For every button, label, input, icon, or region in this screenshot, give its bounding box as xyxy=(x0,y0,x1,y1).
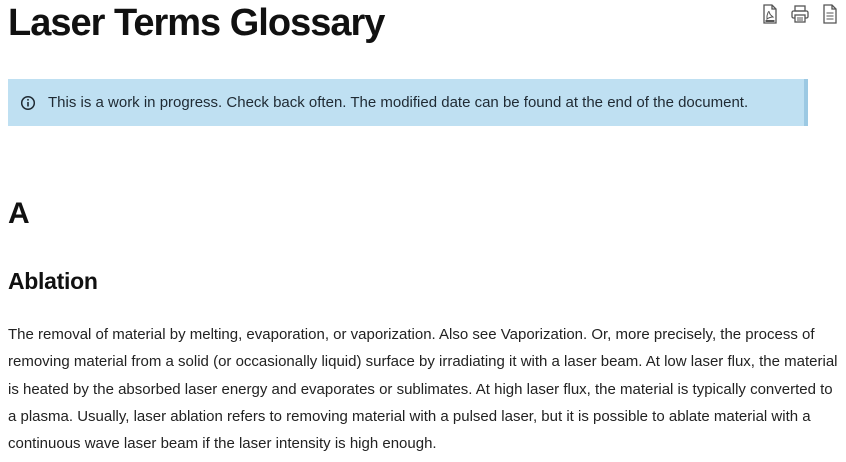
section-letter-heading: A xyxy=(8,197,30,230)
info-icon xyxy=(20,95,36,111)
term-heading: Ablation xyxy=(8,268,98,294)
notice-text: This is a work in progress. Check back often. The modified date can be found at the end of the document. xyxy=(48,94,749,111)
work-in-progress-notice xyxy=(8,79,808,126)
document-actions xyxy=(760,4,840,24)
term-definition: The removal of material by melting, evaporation, or vaporization. Also see Vaporization. Or, more precisely, the process of removing material from a solid (or occasionally liquid) surface by irradiating it with a laser beam. At low laser flux, the material is heated by the absorbed laser energy and evaporates or sublimates. At high laser flux, the material is typically converted to a plasma. Usually, laser ablation refers to removing material with a pulsed laser, but it is possible to ablate material with a continuous wave laser beam if the laser intensity is high enough. xyxy=(8,326,838,453)
pdf-icon[interactable] xyxy=(760,4,780,24)
page-title: Laser Terms Glossary xyxy=(8,2,385,44)
document-icon[interactable] xyxy=(820,4,840,24)
printer-icon[interactable] xyxy=(790,4,810,24)
